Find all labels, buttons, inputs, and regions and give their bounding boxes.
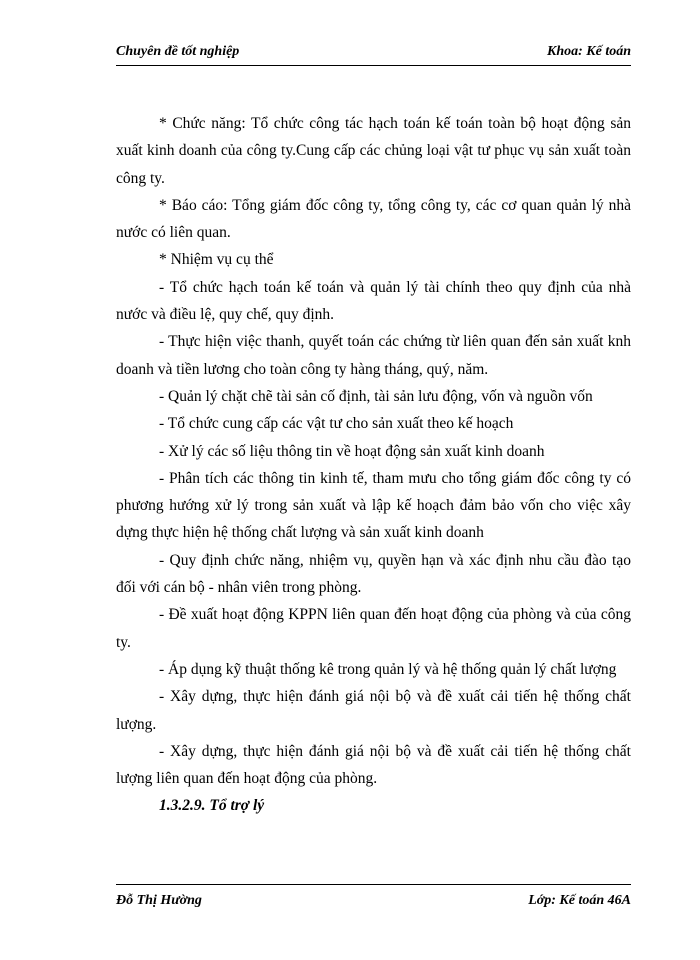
paragraph-task-kppn: - Đề xuất hoạt động KPPN liên quan đến hoạt động của phòng và của công ty.: [116, 606, 631, 651]
header-document-title: Chuyên đề tốt nghiệp: [116, 44, 240, 59]
footer-divider: [116, 884, 631, 885]
footer-class: Lớp: Kế toán 46A: [528, 893, 631, 908]
paragraph-report: * Báo cáo: Tổng giám đốc công ty, tổng công ty, các cơ quan quản lý nhà nước có liên quan.: [116, 196, 631, 242]
paragraph-task-data: - Xử lý các số liệu thông tin về hoạt động sản xuất kinh doanh: [159, 442, 545, 460]
paragraph-task-statistics: - Áp dụng kỹ thuật thống kê trong quản lý và hệ thống quản lý chất lượng: [159, 660, 617, 678]
paragraph-task-internal-audit: - Xây dựng, thực hiện đánh giá nội bộ và đề xuất cải tiến hệ thống chất lượng.: [116, 688, 631, 733]
paragraph-task-internal-audit-department: - Xây dựng, thực hiện đánh giá nội bộ và đề xuất cải tiến hệ thống chất lượng liên quan đến hoạt động của phòng.: [116, 742, 631, 788]
paragraph-task-settlement: - Thực hiện việc thanh, quyết toán các chứng từ liên quan đến sản xuất knh doanh và tiền lương cho toàn công ty hàng tháng, quý, năm.: [116, 333, 631, 378]
page-body: [116, 110, 631, 820]
header-divider: [116, 65, 631, 66]
paragraph-task-assets: - Quản lý chặt chẽ tài sản cố định, tài sản lưu động, vốn và nguồn vốn: [159, 387, 593, 405]
header-faculty: Khoa: Kế toán: [546, 44, 631, 59]
paragraph-task-regulation: - Quy định chức năng, nhiệm vụ, quyền hạn và xác định nhu cầu đào tạo đối với cán bộ - nhân viên trong phòng.: [116, 551, 631, 597]
paragraph-task-accounting: - Tổ chức hạch toán kế toán và quản lý tài chính theo quy định của nhà nước và điều lệ, quy chế, quy định.: [116, 278, 631, 324]
paragraph-function: * Chức năng: Tổ chức công tác hạch toán kế toán toàn bộ hoạt động sản xuất kinh doanh của công ty.Cung cấp các chủng loại vật tư phục vụ sản xuất toàn công ty.: [116, 115, 631, 187]
section-subheading: 1.3.2.9. Tổ trợ lý: [159, 797, 265, 815]
footer-author: Đỗ Thị Hường: [116, 893, 202, 908]
paragraph-tasks-heading: * Nhiệm vụ cụ thể: [159, 251, 274, 269]
paragraph-task-supply: - Tổ chức cung cấp các vật tư cho sản xuất theo kế hoạch: [159, 415, 514, 433]
paragraph-task-analysis: - Phân tích các thông tin kinh tế, tham mưu cho tổng giám đốc công ty có phương hướng xử lý trong sản xuất và lập kế hoạch đảm bảo vốn cho việc xây dựng thực hiện hệ thống chất lượng và sản xuất kinh doanh: [116, 469, 631, 542]
